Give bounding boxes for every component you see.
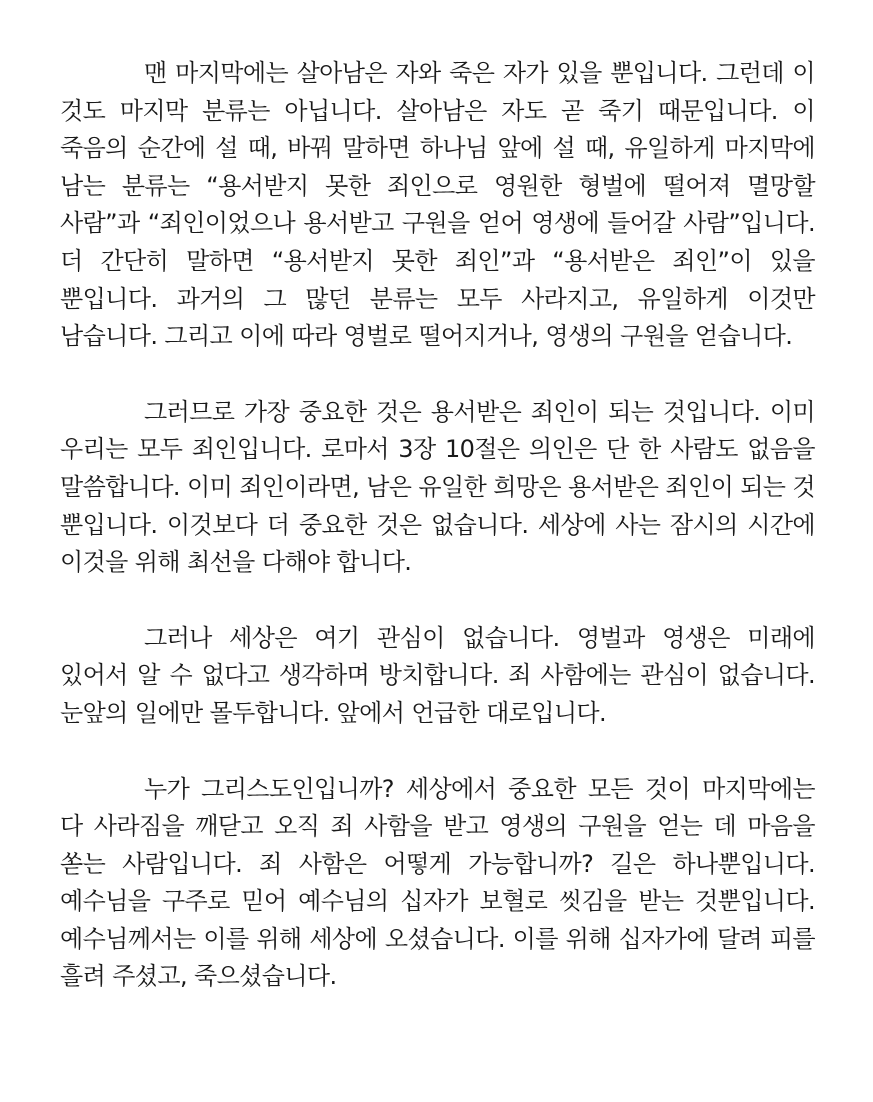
document-page xyxy=(60,55,815,996)
paragraph-2: 그러므로 가장 중요한 것은 용서받은 죄인이 되는 것입니다. 이미 우리는 모두 죄인입니다. 로마서 3장 10절은 의인은 단 한 사람도 없음을 말씀합니다. 이미 죄인이라면, 남은 유일한 희망은 용서받은 죄인이 되는 것 뿐입니다. 이것보다 더 중요한 것은 없습니다. 세상에 사는 잠시의 시간에 이것을 위해 최선을 다해야 합니다. xyxy=(60,397,815,577)
paragraph-3: 그러나 세상은 여기 관심이 없습니다. 영벌과 영생은 미래에 있어서 알 수 없다고 생각하며 방치합니다. 죄 사함에는 관심이 없습니다. 눈앞의 일에만 몰두합니다. 앞에서 언급한 대로입니다. xyxy=(60,623,815,727)
paragraph-4: 누가 그리스도인입니까? 세상에서 중요한 모든 것이 마지막에는 다 사라짐을 깨닫고 오직 죄 사함을 받고 영생의 구원을 얻는 데 마음을 쏟는 사람입니다. 죄 사함은 어떻게 가능합니까? 길은 하나뿐입니다. 예수님을 구주로 믿어 예수님의 십자가 보혈로 씻김을 받는 것뿐입니다. 예수님께서는 이를 위해 세상에 오셨습니다. 이를 위해 십자가에 달려 피를 흘려 주셨고, 죽으셨습니다. xyxy=(60,774,815,991)
paragraph-1: 맨 마지막에는 살아남은 자와 죽은 자가 있을 뿐입니다. 그런데 이 것도 마지막 분류는 아닙니다. 살아남은 자도 곧 죽기 때문입니다. 이 죽음의 순간에 설 때, 바꿔 말하면 하나님 앞에 설 때, 유일하게 마지막에 남는 분류는 “용서받지 못한 죄인으로 영원한 형벌에 떨어져 멸망할 사람”과 “죄인이었으나 용서받고 구원을 얻어 영생에 들어갈 사람”입니다. 더 간단히 말하면 “용서받지 못한 죄인”과 “용서받은 죄인”이 있을 뿐입니다. 과거의 그 많던 분류는 모두 사라지고, 유일하게 이것만 남습니다. 그리고 이에 따라 영벌로 떨어지거나, 영생의 구원을 얻습니다. xyxy=(60,59,815,351)
